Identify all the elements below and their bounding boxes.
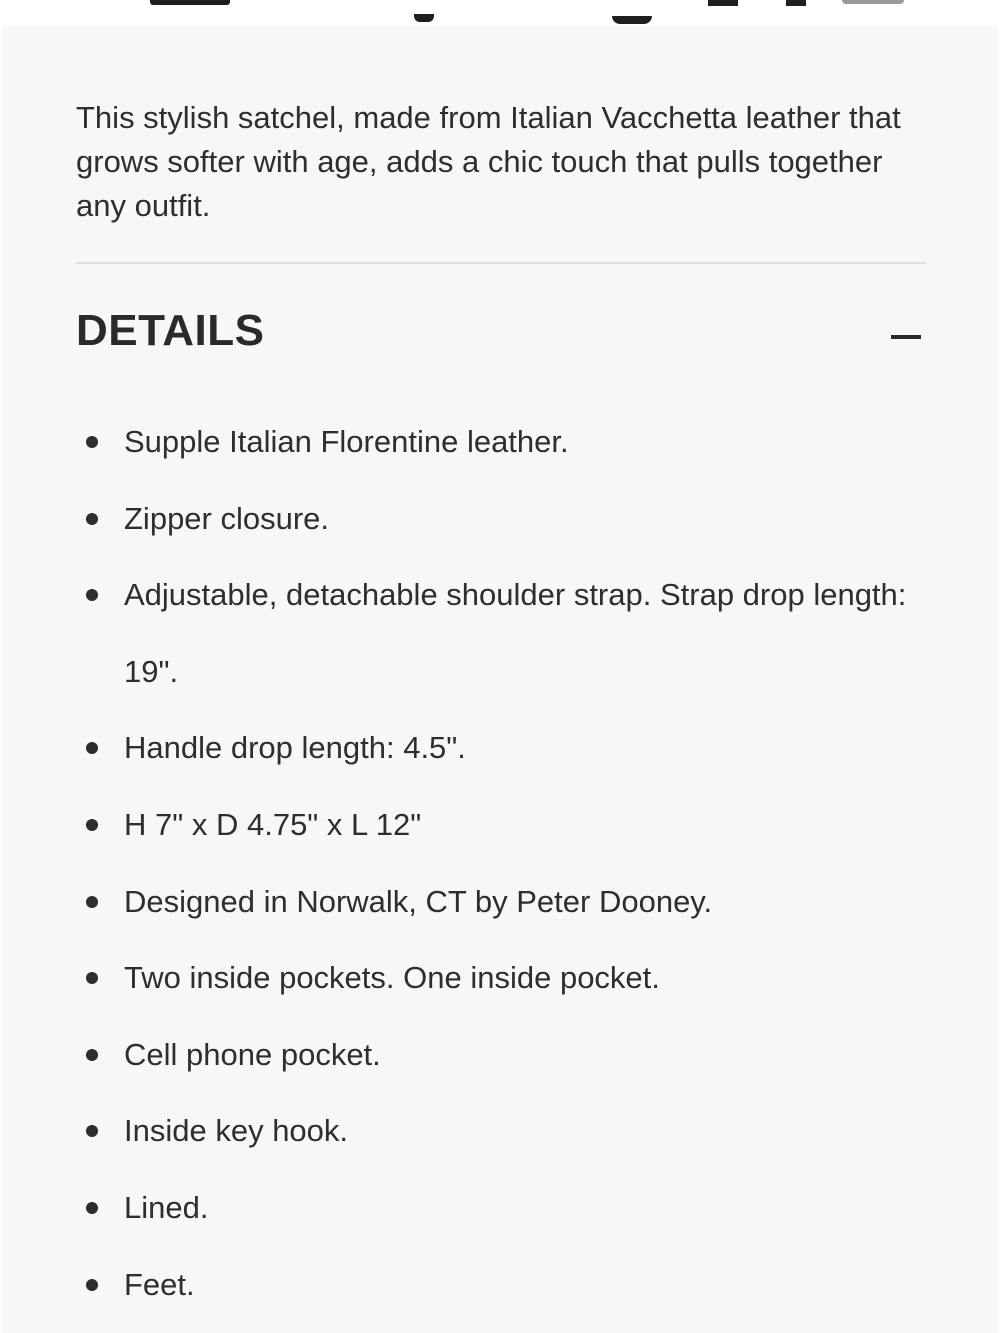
details-accordion-header[interactable] (76, 302, 926, 372)
bullet-icon (86, 972, 98, 984)
list-item (76, 1247, 936, 1324)
list-item (76, 940, 936, 1017)
list-item-text: Two inside pockets. One inside pocket. (124, 960, 660, 996)
list-item (76, 710, 936, 787)
minus-icon-bar (891, 335, 921, 339)
list-item-text: Adjustable, detachable shoulder strap. Strap drop length: 19". (124, 577, 907, 689)
battery-icon (842, 0, 904, 4)
title-text-fragment (414, 14, 434, 22)
bullet-icon (86, 1125, 98, 1137)
bullet-icon (86, 819, 98, 831)
list-item (76, 1093, 936, 1170)
signal-icon (708, 0, 738, 6)
list-item (76, 1170, 936, 1247)
list-item-text: Supple Italian Florentine leather. (124, 424, 569, 459)
product-details-panel (2, 26, 998, 1333)
list-item-text: Inside key hook. (124, 1113, 349, 1149)
list-item (76, 557, 936, 710)
status-time-fragment (150, 0, 230, 5)
list-item-text: Zipper closure. (124, 500, 330, 536)
list-item-text: Handle drop length: 4.5". (124, 730, 466, 766)
bullet-icon (86, 589, 98, 601)
list-item-text: Designed in Norwalk, CT by Peter Dooney. (124, 883, 713, 919)
details-title: DETAILS (76, 306, 265, 355)
details-list (76, 404, 936, 1323)
list-item-text: H 7" x D 4.75" x L 12" (124, 806, 422, 842)
wifi-icon (786, 0, 806, 6)
bullet-icon (86, 896, 98, 908)
list-item (76, 864, 936, 941)
bullet-icon (86, 1049, 98, 1061)
list-item (76, 481, 936, 558)
list-item (76, 787, 936, 864)
bullet-icon (86, 1202, 98, 1214)
status-bar-cutoff (0, 0, 1000, 26)
title-text-fragment (612, 16, 652, 24)
list-item (76, 404, 936, 481)
list-item-text: Cell phone pocket. (124, 1036, 381, 1072)
bullet-icon (86, 742, 98, 754)
list-item (76, 1017, 936, 1094)
list-item-text: Feet. (124, 1266, 195, 1302)
bullet-icon (86, 513, 98, 525)
bullet-icon (86, 1279, 98, 1291)
product-description: This stylish satchel, made from Italian Vacchetta leather that grows softer with age, adds a chic touch that pulls together any outfit. (76, 100, 901, 223)
list-item-text: Lined. (124, 1189, 209, 1225)
section-divider (76, 262, 926, 264)
bullet-icon (86, 436, 98, 448)
minus-icon[interactable] (888, 318, 924, 354)
